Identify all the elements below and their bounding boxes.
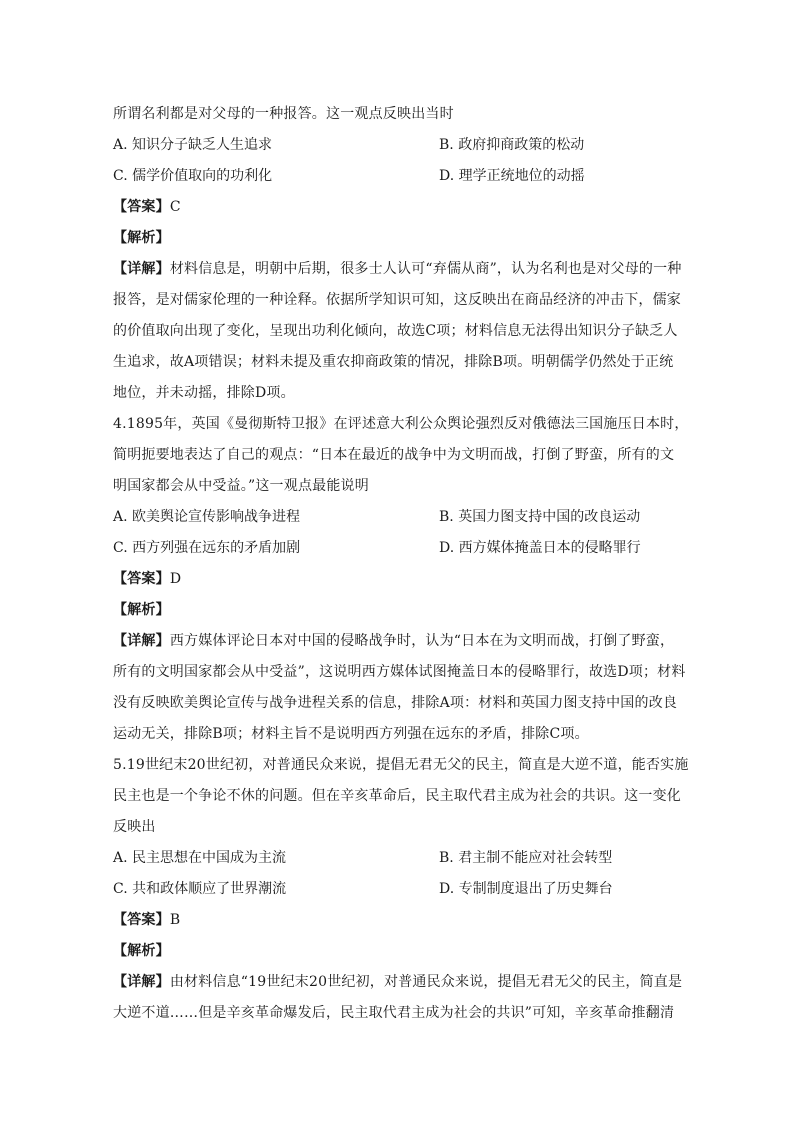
q3-detail-line-5: 地位，并未动摇，排除D项。 [113,385,295,401]
q3-detail-line-4: 生追求，故A项错误；材料未提及重农抑商政策的情况，排除B项。明朝儒学仍然处于正统 [113,354,674,370]
q4-answer [113,566,683,597]
q3-option-a: A. 知识分子缺乏人生追求 [113,137,273,153]
q3-stem-tail: 所谓名利都是对父母的一种报答。这一观点反映出当时 [113,106,454,122]
q5-stem-line-2: 民主也是一个争论不休的问题。但在辛亥革命后，民主取代君主成为社会的共识。这一变化 [113,788,681,804]
q3-detail-line-3: 的价值取向出现了变化，呈现出功利化倾向，故选C项；材料信息无法得出知识分子缺乏人 [113,323,678,339]
q5-options-row-2 [113,876,683,907]
q4-detail-line-4: 运动无关，排除B项；材料主旨不是说明西方列强在远东的矛盾，排除C项。 [113,726,589,742]
q5-option-c: C. 共和政体顺应了世界潮流 [113,881,287,897]
q4-options-row-2 [113,535,683,566]
q4-option-a: A. 欧美舆论宣传影响战争进程 [113,509,301,525]
q5-detail-text-1: 由材料信息“19世纪末20世纪初，对普通民众来说，提倡无君无父的民主，简直是 [169,974,683,990]
q4-detail-line-3: 没有反映欧美舆论宣传与战争进程关系的信息，排除A项：材料和英国力图支持中国的改良 [113,695,678,711]
q3-options-row-1 [113,132,683,163]
q3-answer [113,194,683,225]
q5-option-a: A. 民主思想在中国成为主流 [113,850,287,866]
q4-analysis-label: 【解析】 [113,602,170,618]
q4-detail-line-1 [113,628,683,659]
q3-analysis-label: 【解析】 [113,230,170,246]
q3-detail-text-1: 材料信息是，明朝中后期，很多士人认可“弃儒从商”，认为名利也是对父母的一种 [169,261,682,277]
q5-stem-line-1: 5.19世纪末20世纪初，对普通民众来说，提倡无君无父的民主，简直是大逆不道，能否实施 [113,757,689,773]
q4-detail-label: 【详解】 [113,633,170,649]
q5-analysis-label: 【解析】 [113,943,170,959]
q4-option-c: C. 西方列强在远东的矛盾加剧 [113,540,301,556]
q3-answer-value: C [169,199,181,215]
q4-detail-line-2: 所有的文明国家都会从中受益”，这说明西方媒体试图掩盖日本的侵略罪行，故选D项；材料 [113,664,686,680]
q4-option-d: D. 西方媒体掩盖日本的侵略罪行 [439,540,641,556]
q5-options-row-1 [113,845,683,876]
q4-options-row-1 [113,504,683,535]
q5-stem-line-3: 反映出 [113,819,156,835]
q3-option-c: C. 儒学价值取向的功利化 [113,168,273,184]
q3-answer-label: 【答案】 [113,199,170,215]
q4-stem-line-2: 简明扼要地表达了自己的观点：“日本在最近的战争中为文明而战，打倒了野蛮，所有的文 [113,447,675,463]
q4-option-b: B. 英国力图支持中国的改良运动 [439,509,641,525]
q4-stem-line-1: 4.1895年，英国《曼彻斯特卫报》在评述意大利公众舆论强烈反对俄德法三国施压日本时， [113,416,689,432]
q5-detail-line-1 [113,969,683,1000]
q3-option-d: D. 理学正统地位的动摇 [439,168,585,184]
q5-option-d: D. 专制制度退出了历史舞台 [439,881,613,897]
q3-option-b: B. 政府抑商政策的松动 [439,137,585,153]
q4-detail-text-1: 西方媒体评论日本对中国的侵略战争时，认为“日本在为文明而战，打倒了野蛮， [169,633,675,649]
q4-answer-value: D [169,571,182,587]
q3-detail-label: 【详解】 [113,261,170,277]
q5-detail-label: 【详解】 [113,974,170,990]
q5-option-b: B. 君主制不能应对社会转型 [439,850,613,866]
q4-answer-label: 【答案】 [113,571,170,587]
q3-detail-line-2: 报答，是对儒家伦理的一种诠释。依据所学知识可知，这反映出在商品经济的冲击下，儒家 [113,292,681,308]
q5-detail-line-2: 大逆不道……但是辛亥革命爆发后，民主取代君主成为社会的共识”可知，辛亥革命推翻清 [113,1005,675,1021]
q4-stem-line-3: 明国家都会从中受益。”这一观点最能说明 [113,478,369,494]
q5-answer-value: B [169,912,181,928]
q3-options-row-2 [113,163,683,194]
q3-detail-line-1 [113,256,683,287]
q5-answer [113,907,683,938]
document-page [113,101,689,1031]
q5-answer-label: 【答案】 [113,912,170,928]
